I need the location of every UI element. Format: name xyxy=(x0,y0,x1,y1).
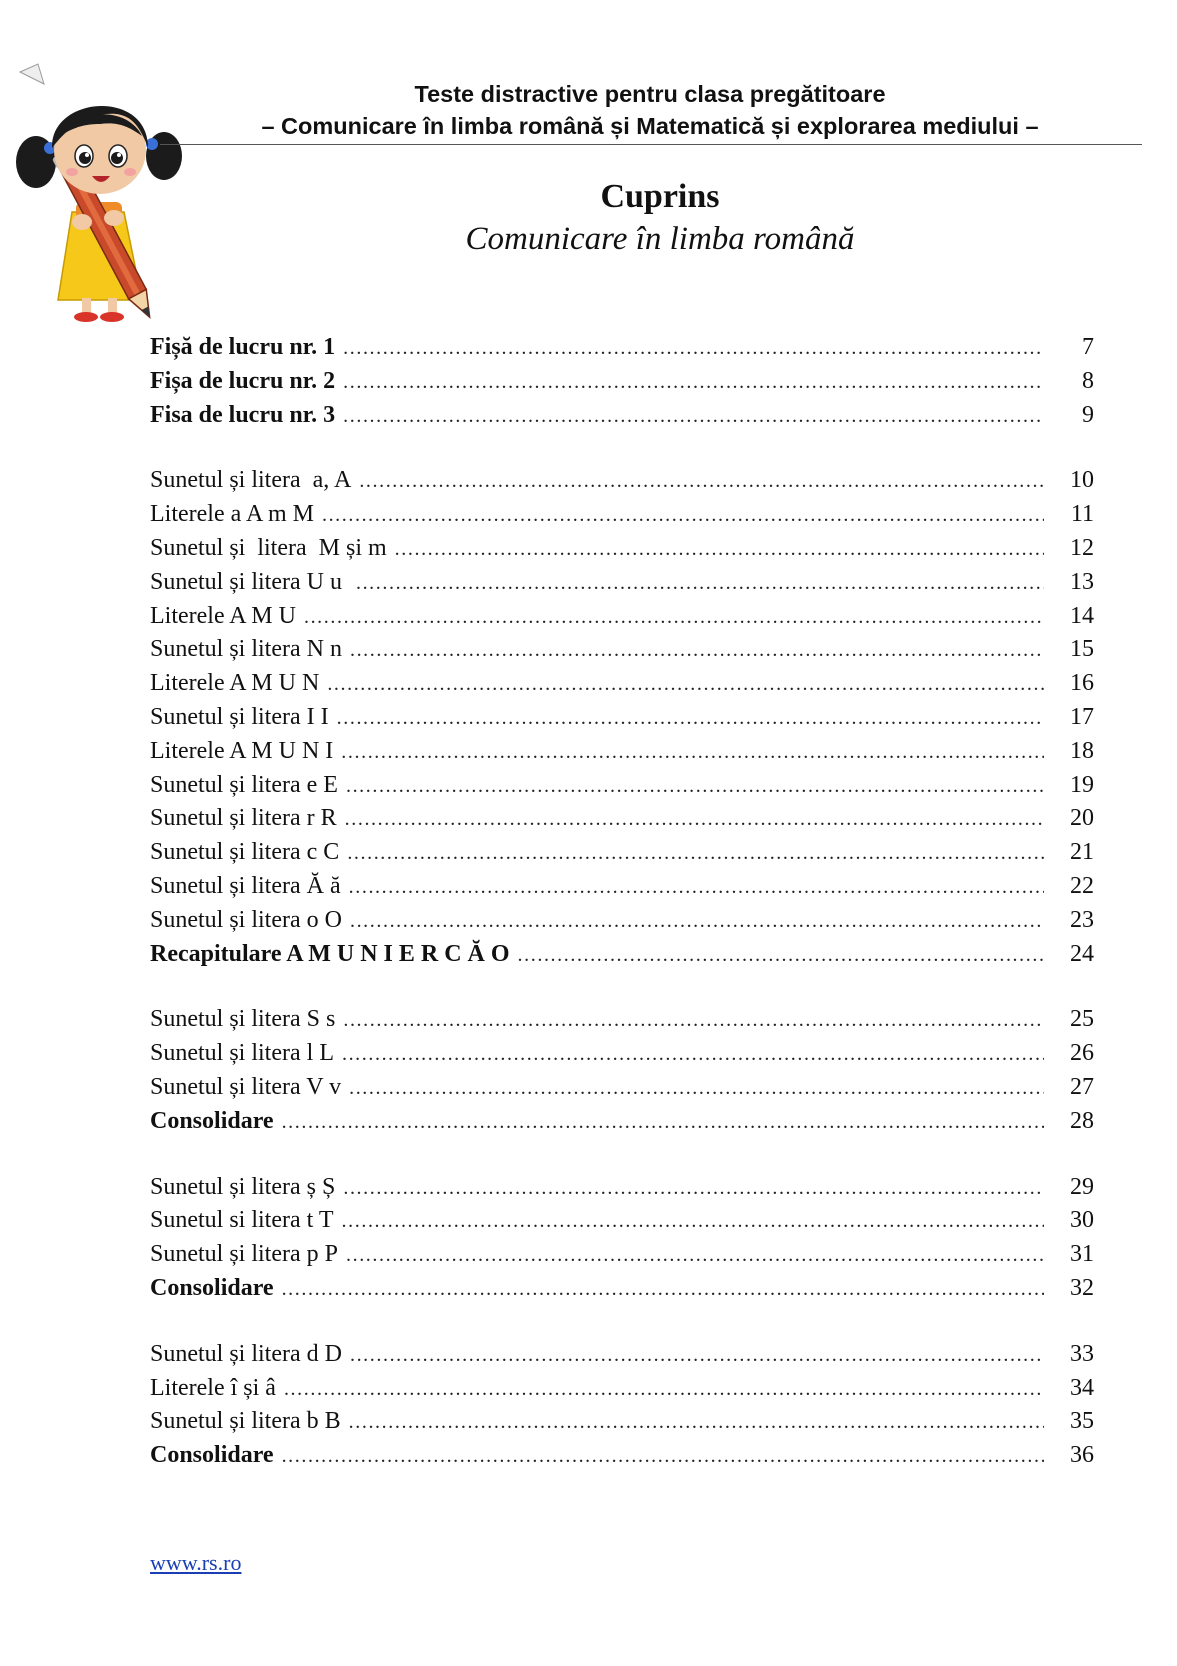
toc-page-number: 11 xyxy=(1070,501,1094,528)
toc-page-number: 35 xyxy=(1070,1408,1094,1435)
table-of-contents xyxy=(150,331,1094,1505)
dot-leader xyxy=(346,1239,1044,1273)
dot-leader xyxy=(343,1172,1044,1206)
dot-leader xyxy=(356,567,1044,601)
toc-page-number: 14 xyxy=(1070,602,1094,629)
dot-leader xyxy=(347,837,1044,871)
toc-entry-title: Sunetul și litera M și m xyxy=(150,534,387,561)
dot-leader xyxy=(343,332,1044,366)
dot-leader xyxy=(282,1440,1044,1474)
toc-entry-title: Sunetul și litera S s xyxy=(150,1006,336,1033)
toc-page-number: 27 xyxy=(1070,1073,1094,1100)
toc-entry[interactable] xyxy=(150,1105,1094,1139)
toc-page-number: 30 xyxy=(1070,1207,1094,1234)
toc-entry-title: Literele a A m M xyxy=(150,501,314,528)
toc-entry-title: Sunetul și litera p P xyxy=(150,1241,338,1268)
toc-entry[interactable] xyxy=(150,667,1094,701)
toc-page-number: 10 xyxy=(1070,467,1094,494)
toc-page-number: 23 xyxy=(1070,906,1094,933)
toc-page-number: 8 xyxy=(1082,367,1094,394)
toc-entry[interactable] xyxy=(150,701,1094,735)
toc-page-number: 7 xyxy=(1082,334,1094,360)
toc-entry[interactable] xyxy=(150,1372,1094,1406)
toc-entry[interactable] xyxy=(150,399,1094,433)
toc-entry-title: Sunetul și litera U u xyxy=(150,568,348,595)
dot-leader xyxy=(322,499,1044,533)
document-header xyxy=(160,78,1140,142)
toc-entry[interactable] xyxy=(150,600,1094,634)
dot-leader xyxy=(349,1072,1044,1106)
dot-leader xyxy=(282,1273,1044,1307)
girl-with-pencil-illustration xyxy=(14,44,184,324)
toc-page-number: 12 xyxy=(1070,534,1094,561)
dot-leader xyxy=(304,601,1044,635)
toc-entry[interactable] xyxy=(150,938,1094,972)
toc-entry[interactable] xyxy=(150,464,1094,498)
toc-entry-title: Sunetul și litera a, A xyxy=(150,467,352,494)
toc-entry-title: Fișa de lucru nr. 2 xyxy=(150,367,336,394)
toc-page-number: 34 xyxy=(1070,1374,1094,1401)
toc-page-number: 32 xyxy=(1070,1274,1094,1301)
toc-group xyxy=(150,331,1094,432)
toc-group xyxy=(150,1171,1094,1306)
toc-entry-title: Sunetul și litera Ă ă xyxy=(150,872,341,899)
page-title: Cuprins xyxy=(600,178,720,215)
dot-leader xyxy=(343,1004,1044,1038)
toc-page-number: 9 xyxy=(1082,401,1094,428)
dot-leader xyxy=(349,871,1044,905)
toc-page-number: 16 xyxy=(1070,670,1094,697)
toc-page-number: 25 xyxy=(1070,1006,1094,1033)
toc-page-number: 24 xyxy=(1070,940,1094,967)
toc-page-number: 22 xyxy=(1070,872,1094,899)
toc-entry-title: Literele A M U xyxy=(150,602,296,629)
toc-entry[interactable] xyxy=(150,1439,1094,1473)
toc-entry-title: Sunetul și litera b B xyxy=(150,1408,341,1435)
dot-leader xyxy=(342,1038,1044,1072)
toc-entry[interactable] xyxy=(150,365,1094,399)
toc-entry-title: Literele î și â xyxy=(150,1374,276,1401)
page-subtitle: Comunicare în limba română xyxy=(465,221,855,257)
header-line-1: Teste distractive pentru clasa pregătitoare xyxy=(414,81,886,107)
toc-entry[interactable] xyxy=(150,904,1094,938)
toc-entry[interactable] xyxy=(150,836,1094,870)
toc-page-number: 31 xyxy=(1070,1241,1094,1268)
dot-leader xyxy=(343,366,1044,400)
dot-leader xyxy=(284,1373,1044,1407)
toc-entry-title: Sunetul și litera l L xyxy=(150,1040,334,1067)
toc-entry-title: Sunetul si litera t T xyxy=(150,1207,334,1234)
toc-entry[interactable] xyxy=(150,1037,1094,1071)
toc-entry-title: Fișă de lucru nr. 1 xyxy=(150,334,336,360)
dot-leader xyxy=(349,1406,1044,1440)
toc-entry-title: Sunetul și litera r R xyxy=(150,805,337,832)
dot-leader xyxy=(350,905,1044,939)
toc-entry-title: Fisa de lucru nr. 3 xyxy=(150,401,336,428)
toc-entry-title: Sunetul și litera e E xyxy=(150,771,338,798)
toc-page-number: 21 xyxy=(1070,839,1094,866)
header-divider xyxy=(160,144,1142,145)
dot-leader xyxy=(359,465,1044,499)
dot-leader xyxy=(342,1205,1044,1239)
toc-page-number: 18 xyxy=(1070,737,1094,764)
toc-entry[interactable] xyxy=(150,566,1094,600)
toc-entry-title: Literele A M U N I xyxy=(150,737,334,764)
dot-leader xyxy=(345,803,1044,837)
toc-entry[interactable] xyxy=(150,1171,1094,1205)
toc-entry[interactable] xyxy=(150,1003,1094,1037)
dot-leader xyxy=(346,770,1044,804)
toc-entry[interactable] xyxy=(150,633,1094,667)
dot-leader xyxy=(350,634,1044,668)
toc-entry-title: Sunetul și litera N n xyxy=(150,636,342,663)
toc-entry-title: Literele A M U N xyxy=(150,670,320,697)
dot-leader xyxy=(518,939,1044,973)
toc-entry-title: Consolidare xyxy=(150,1274,274,1301)
toc-entry[interactable] xyxy=(150,1338,1094,1372)
dot-leader xyxy=(395,533,1044,567)
toc-page-number: 28 xyxy=(1070,1107,1094,1134)
toc-entry[interactable] xyxy=(150,802,1094,836)
toc-group xyxy=(150,1338,1094,1473)
toc-page-number: 13 xyxy=(1070,568,1094,595)
toc-entry[interactable] xyxy=(150,1071,1094,1105)
toc-group xyxy=(150,1003,1094,1138)
toc-entry[interactable] xyxy=(150,1238,1094,1272)
dot-leader xyxy=(350,1339,1044,1373)
toc-page-number: 26 xyxy=(1070,1040,1094,1067)
toc-entry[interactable] xyxy=(150,1204,1094,1238)
dot-leader xyxy=(337,702,1044,736)
toc-entry-title: Sunetul și litera d D xyxy=(150,1340,342,1367)
toc-page-number: 33 xyxy=(1070,1340,1094,1367)
dot-leader xyxy=(343,400,1044,434)
toc-page-number: 19 xyxy=(1070,771,1094,798)
toc-page-number: 20 xyxy=(1070,805,1094,832)
header-line-2: – Comunicare în limba română și Matematică și explorarea mediului – xyxy=(261,113,1039,139)
dot-leader xyxy=(327,668,1044,702)
toc-group xyxy=(150,464,1094,971)
toc-entry-title: Sunetul și litera c C xyxy=(150,839,340,866)
toc-page-number: 29 xyxy=(1070,1173,1094,1200)
toc-entry[interactable] xyxy=(150,870,1094,904)
toc-entry-title: Recapitulare A M U N I E R C Ă O xyxy=(150,940,510,967)
footer-website-link[interactable]: www.rs.ro xyxy=(150,1550,242,1575)
toc-entry[interactable] xyxy=(150,498,1094,532)
toc-entry-title: Sunetul și litera ș Ș xyxy=(150,1173,336,1200)
toc-page-number: 36 xyxy=(1070,1442,1094,1469)
toc-entry-title: Consolidare xyxy=(150,1442,274,1469)
toc-entry[interactable] xyxy=(150,331,1094,365)
toc-entry-title: Sunetul și litera V v xyxy=(150,1073,342,1100)
toc-entry-title: Sunetul și litera I I xyxy=(150,703,329,730)
toc-entry[interactable] xyxy=(150,532,1094,566)
dot-leader xyxy=(341,736,1044,770)
toc-entry-title: Sunetul și litera o O xyxy=(150,906,342,933)
toc-entry-title: Consolidare xyxy=(150,1107,274,1134)
toc-page-number: 17 xyxy=(1070,703,1094,730)
toc-entry[interactable] xyxy=(150,1405,1094,1439)
toc-page-number: 15 xyxy=(1070,636,1094,663)
toc-entry[interactable] xyxy=(150,1272,1094,1306)
dot-leader xyxy=(282,1106,1044,1140)
toc-entry[interactable] xyxy=(150,769,1094,803)
toc-entry[interactable] xyxy=(150,735,1094,769)
